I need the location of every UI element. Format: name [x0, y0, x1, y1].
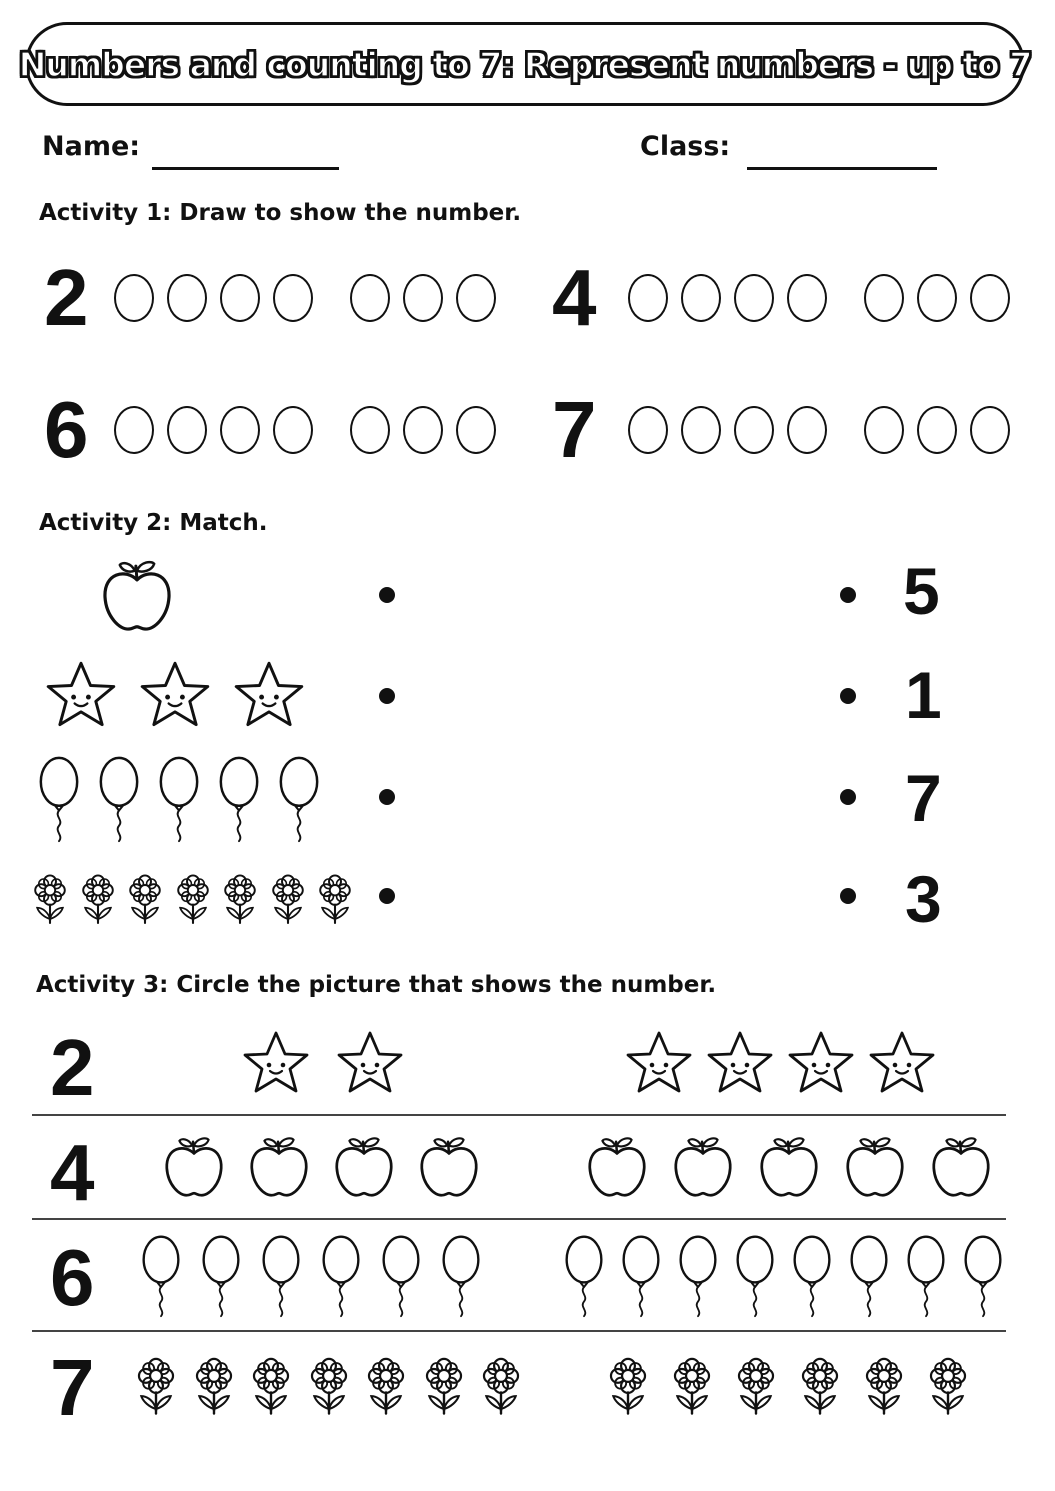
- draw-circle[interactable]: [220, 406, 260, 454]
- draw-circle[interactable]: [273, 274, 313, 322]
- draw-circle[interactable]: [350, 274, 390, 322]
- activity-1-number-7: 7: [552, 385, 597, 474]
- balloon-icon: [217, 752, 261, 846]
- balloon-icon: [37, 752, 81, 846]
- draw-circle[interactable]: [734, 274, 774, 322]
- flower-icon: [478, 1353, 524, 1419]
- draw-circle[interactable]: [114, 274, 154, 322]
- activity-1-number-6: 6: [44, 385, 89, 474]
- balloon-icon: [960, 1234, 1006, 1318]
- flower-icon: [315, 868, 355, 930]
- match-dot-right[interactable]: [840, 688, 856, 704]
- balloon-icon: [438, 1234, 484, 1318]
- row-divider: [32, 1330, 1006, 1332]
- apple-icon: [583, 1133, 651, 1203]
- star-icon: [232, 658, 306, 732]
- draw-circle[interactable]: [628, 406, 668, 454]
- draw-circle[interactable]: [403, 274, 443, 322]
- name-label: Name:: [42, 131, 141, 162]
- activity-1-heading: Activity 1: Draw to show the number.: [39, 200, 522, 226]
- flower-icon: [861, 1353, 907, 1419]
- balloon-icon: [258, 1234, 304, 1318]
- apple-icon: [841, 1133, 909, 1203]
- draw-circle[interactable]: [403, 406, 443, 454]
- draw-circle[interactable]: [273, 406, 313, 454]
- draw-circle[interactable]: [167, 406, 207, 454]
- draw-circle[interactable]: [167, 274, 207, 322]
- class-label: Class:: [640, 131, 731, 162]
- balloon-icon: [378, 1234, 424, 1318]
- match-dot-left[interactable]: [379, 888, 395, 904]
- star-icon: [624, 1028, 694, 1098]
- balloon-icon: [618, 1234, 664, 1318]
- balloon-icon: [97, 752, 141, 846]
- balloon-icon: [789, 1234, 835, 1318]
- flower-icon: [669, 1353, 715, 1419]
- draw-circle[interactable]: [681, 406, 721, 454]
- flower-icon: [925, 1353, 971, 1419]
- match-dot-right[interactable]: [840, 789, 856, 805]
- row-divider: [32, 1218, 1006, 1220]
- star-icon: [786, 1028, 856, 1098]
- flower-icon: [191, 1353, 237, 1419]
- flower-icon: [363, 1353, 409, 1419]
- balloon-icon: [277, 752, 321, 846]
- flower-icon: [306, 1353, 352, 1419]
- apple-icon: [669, 1133, 737, 1203]
- flower-icon: [78, 868, 118, 930]
- title-banner: [18, 22, 1032, 106]
- apple-icon: [330, 1133, 398, 1203]
- apple-icon: [415, 1133, 483, 1203]
- activity-1-number-4: 4: [552, 253, 597, 342]
- flower-icon: [220, 868, 260, 930]
- draw-circle[interactable]: [220, 274, 260, 322]
- draw-circle[interactable]: [681, 274, 721, 322]
- star-icon: [44, 658, 118, 732]
- star-icon: [241, 1028, 311, 1098]
- star-icon: [867, 1028, 937, 1098]
- flower-icon: [605, 1353, 651, 1419]
- apple-icon: [160, 1133, 228, 1203]
- worksheet-title: Numbers and counting to 7: Represent numbers - up to 7: [18, 44, 1032, 84]
- activity-2-heading: Activity 2: Match.: [39, 510, 268, 536]
- star-icon: [705, 1028, 775, 1098]
- activity-3-number: 6: [50, 1233, 95, 1322]
- draw-circle[interactable]: [787, 274, 827, 322]
- balloon-icon: [157, 752, 201, 846]
- balloon-icon: [675, 1234, 721, 1318]
- apple-icon: [755, 1133, 823, 1203]
- match-dot-left[interactable]: [379, 587, 395, 603]
- flower-icon: [733, 1353, 779, 1419]
- balloon-icon: [846, 1234, 892, 1318]
- activity-3-number: 7: [50, 1343, 95, 1432]
- draw-circle[interactable]: [864, 274, 904, 322]
- match-number: 1: [905, 658, 942, 732]
- star-icon: [138, 658, 212, 732]
- draw-circle[interactable]: [970, 274, 1010, 322]
- draw-circle[interactable]: [917, 274, 957, 322]
- draw-circle[interactable]: [114, 406, 154, 454]
- match-dot-left[interactable]: [379, 688, 395, 704]
- name-field[interactable]: [152, 167, 339, 170]
- draw-circle[interactable]: [456, 406, 496, 454]
- apple-icon: [97, 555, 177, 639]
- apple-icon: [927, 1133, 995, 1203]
- draw-circle[interactable]: [734, 406, 774, 454]
- balloon-icon: [198, 1234, 244, 1318]
- flower-icon: [248, 1353, 294, 1419]
- match-dot-right[interactable]: [840, 587, 856, 603]
- activity-3-number: 2: [50, 1023, 95, 1112]
- draw-circle[interactable]: [864, 406, 904, 454]
- match-number: 3: [905, 862, 942, 936]
- balloon-icon: [561, 1234, 607, 1318]
- draw-circle[interactable]: [787, 406, 827, 454]
- draw-circle[interactable]: [456, 274, 496, 322]
- flower-icon: [421, 1353, 467, 1419]
- draw-circle[interactable]: [628, 274, 668, 322]
- draw-circle[interactable]: [970, 406, 1010, 454]
- flower-icon: [797, 1353, 843, 1419]
- apple-icon: [245, 1133, 313, 1203]
- flower-icon: [173, 868, 213, 930]
- draw-circle[interactable]: [350, 406, 390, 454]
- row-divider: [32, 1114, 1006, 1116]
- balloon-icon: [903, 1234, 949, 1318]
- balloon-icon: [732, 1234, 778, 1318]
- star-icon: [335, 1028, 405, 1098]
- balloon-icon: [138, 1234, 184, 1318]
- class-field[interactable]: [747, 167, 937, 170]
- match-dot-left[interactable]: [379, 789, 395, 805]
- flower-icon: [125, 868, 165, 930]
- match-dot-right[interactable]: [840, 888, 856, 904]
- activity-3-number: 4: [50, 1128, 95, 1217]
- balloon-icon: [318, 1234, 364, 1318]
- flower-icon: [133, 1353, 179, 1419]
- match-number: 7: [905, 761, 942, 835]
- activity-3-heading: Activity 3: Circle the picture that shows the number.: [36, 972, 717, 998]
- flower-icon: [30, 868, 70, 930]
- match-number: 5: [903, 554, 940, 628]
- activity-1-number-2: 2: [44, 253, 89, 342]
- draw-circle[interactable]: [917, 406, 957, 454]
- flower-icon: [268, 868, 308, 930]
